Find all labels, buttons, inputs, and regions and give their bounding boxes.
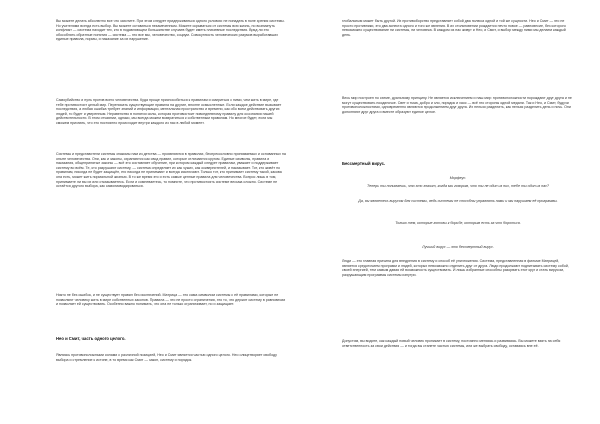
left-paragraph-4: Никто не без ошибок, и не существует правил без исключений. Матрица — это сама символом системы с её правилами, которые не позволяют человеку жить в мире собственных законов. Правила — это не просто ограничения, это то, что держит систему в равновесии и позволяет ей существовать. Особенно важно понимать, что она не только ограничивает, но и защищает. [56,293,286,307]
left-paragraph-3: Системы и представители системы знакомы нам из детства — проявляются в правилах, беспрекословно принимаемых и основанных на опыте человечества. Они, как и законы, охраняются как свод правил, которые отличаются кругом. Единые символы, правила и наказания, общепринятые законы — всё это составляет обучение, при котором каждый следует правилам, уважает и поддерживает систему во всём. Те, кто разрушают систему, — система определяет их как чужих, как осквернителей, и наказывает. Тот, кто живёт по правилам, никогда не будет защищён, его никогда не принимают и всегда исключают. Только тот, кто принимает систему такой, какова она есть, может жить нормальной жизнью. В то же время это и есть самые ценные правила для человечества. Вопрос лишь в том, принимаете ли вы их или отказываетесь. Если и сомневаетесь, то помните, что противостоять системе весьма сложно. Системе не остаётся другого выбора, как самоликвидироваться. [56,152,286,189]
right-column [342,0,574,424]
quote-line-2: Да, вы являетесь вирусом для системы, ведь системы не способны управлять нами и мы нарушаем её программы. [358,199,558,203]
right-paragraph-1: глобальным может быть другой. Их противоборство представляет собой два полюса одной и той же сущности. Нео и Смит — это не просто противники, это два аспекта одного и того же явления. В их столкновении рождается нечто новое — равновесие, без которого невозможно существование ни системы, ни человека. В каждом из нас живут и Нео, и Смит, и выбор между ними мы делаем каждый день. [342,19,566,37]
quote-line-3: Только тем, которые готовы к борьбе, которым есть за что бороться. [395,221,521,225]
right-paragraph-3: Люди — это главная причина для внедрения в систему и способ её уничтожения. Система, представленная в фильме Матрицей, является средоточием программ и людей, которых невозможно отделить друг от друга. Люди продолжают подпитывать систему собой, своей энергией, тем самым давая ей возможность существовать. И лишь избранные способны разорвать этот круг и стать вирусом, разрушающим программы системы изнутри. [342,259,569,277]
quote-closing: Лучший вирус — это бессмертный вирус. [422,245,494,249]
left-column [56,0,286,424]
quote-line-1: Теперь ты понимаешь, что это значит, когда мы говорим, что ты не один из них, тебе ты один из нас? [367,184,549,188]
left-paragraph-1: Вы можете делать абсолютно все что захотите. При этом следует придерживаться одного условия: не попадать в поле зрения системы. Но учителями всегда есть выбор. Вы можете оставаться незамеченным. Можете скрываться от системы всю жизнь, но возникнуть конфликт — система находит тех, кто в подавляющем большинстве случаев будет иметь плачевные последствия. Вряд ли это обособлять обратные понятия — система — это все мы, человечество, социум. Совокупность человеческих разумов выработавших единые правила, нормы, и наказание за их нарушение. [56,19,285,42]
right-section-heading: Бессмертный вирус. [342,161,386,166]
left-paragraph-2: Самоубийство и нуль против всего человечества. Куда проще приспособиться к правилам и смириться с ними, чем жить в мире, где тебе противостоит целый мир. Переписать существующие правила на другие, вполне осмысленные. Если каждое действие вызывает последствия, а любая ошибка требует знаний и информации, ментальная пространство и времени, как обо всем действовать других людей, то будет и уверенным. Неравенство в понятии силы, которая противостоит повседневному правилу для осознания нашей действительности. В этом отчаянии, однако, мы всегда можем возвратиться к собственным правилам. Но многое будет, если мы сможем признать, что это постоянно происходит внутри каждого из нас в любой момент. [56,98,282,125]
right-paragraph-2: Весь мир построен по схеме, дуальному принципу. Не является исключением и наш мир: противоположности порождают друг друга и не могут существовать поодиночке. Свет и тьма, добро и зло, порядок и хаос — всё это стороны одной медали. Так и Нео, и Смит, будучи противоположностями, одновременно являются продолжением друг друга. Их нельзя разделить, как нельзя разделить день и ночь. Они дополняют друг друга и вместе образуют единое целое. [342,96,572,114]
left-section-heading: Нео и Смит, часть одного целого. [56,336,126,341]
right-paragraph-4: Допустим, вы видите, как каждый новый человек проникает в систему, постоянно меняясь и развиваясь. Вы можете взять на себя ответственность за свои действия — и тогда вы станете частью системы, или же выбрать свободу, оставаясь вне её. [342,339,561,348]
left-paragraph-5: Являясь противоположными силами с различной позицией, Нео и Смит является частью одного целого. Нео олицетворяет свободу выбора и стремление к истине, в то время как Смит — закон, систему и порядок. [56,353,277,362]
quote-author: Морфеус. [449,176,467,180]
